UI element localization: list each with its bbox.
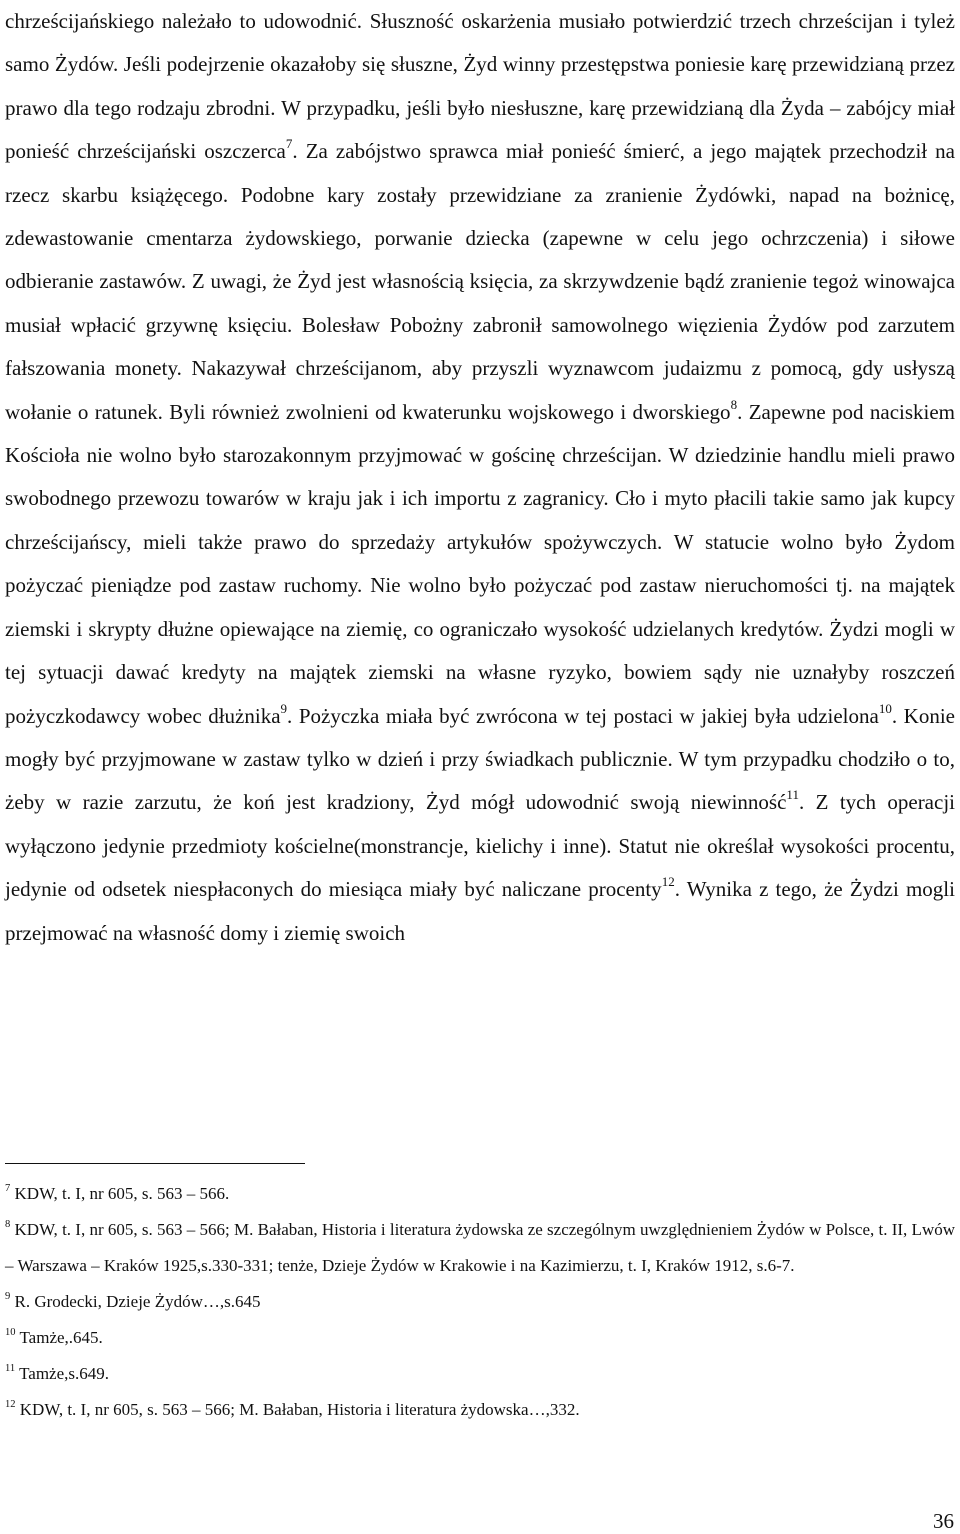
footnote-12 [5,1392,955,1428]
footnote-text: KDW, t. I, nr 605, s. 563 – 566. [10,1184,230,1203]
body-text-segment: . Za zabójstwo sprawca miał ponieść śmierć, a jego majątek przechodził na rzecz skarbu książęcego. Podobne kary zostały przewidziane za zranienie Żydówki, napad na bożnicę, zdewastowanie cmentarza żydowskiego, porwanie dziecka (zapewne w celu jego ochrzczenia) i siłowe odbieranie zastawów. Z uwagi, że Żyd jest własnością księcia, za skrzywdzenie bądź zranienie tegoż winowajca musiał wpłacić grzywnę księciu. Bolesław Pobożny zabronił samowolnego więzienia Żydów pod zarzutem fałszowania monety. Nakazywał chrześcijanom, aby przyszli wyznawcom judaizmu z pomocą, gdy usłyszą wołanie o ratunek. Byli również zwolnieni od kwaterunku wojskowego i dworskiego [5,139,956,424]
footnote-number: 8 [5,1218,11,1230]
footnote-text: KDW, t. I, nr 605, s. 563 – 566; M. Bałaban, Historia i literatura żydowska ze szczególnym uwzględnieniem Żydów w Polsce, t. II, Lwów – Warszawa – Kraków 1925,s.330-331; tenże, Dzieje Żydów w Krakowie i na Kazimierzu, t. I, Kraków 1912, s.6-7. [5,1220,955,1275]
footnote-7 [5,1176,955,1212]
footnote-9 [5,1284,955,1320]
footnote-number: 11 [5,1362,16,1374]
footnote-ref-8[interactable]: 8 [730,396,738,412]
footnote-ref-9[interactable]: 9 [280,700,288,716]
footnote-number: 7 [5,1182,11,1194]
body-text-segment: . Konie mogły być przyjmowane w zastaw tylko w dzień i przy świadkach publicznie. W tym przypadku chodziło o to, żeby w razie zarzutu, że koń jest kradziony, Żyd mógł udowodnić swoją niewinność [5,703,955,815]
body-text-segment: . Pożyczka miała być zwrócona w tej postaci w jakiej była udzielona [287,703,879,728]
body-text-segment: chrześcijańskiego należało to udowodnić. Słuszność oskarżenia musiało potwierdzić trzech chrześcijan i tyleż samo Żydów. Jeśli podejrzenie okazałoby się słuszne, Żyd winny przestępstwa poniesie karę przewidzianą przez prawo dla tego rodzaju zbrodni. W przypadku, jeśli było niesłuszne, karę przewidzianą dla Żyda – zabójcy miał ponieść chrześcijański oszczerca [5,9,955,164]
footnote-10 [5,1320,955,1356]
footnote-text: KDW, t. I, nr 605, s. 563 – 566; M. Bałaban, Historia i literatura żydowska…,332. [15,1400,580,1419]
footnote-number: 10 [5,1326,16,1338]
body-paragraph [5,0,955,955]
body-text-segment: . Z tych operacji wyłączono jedynie przedmioty kościelne(monstrancje, kielichy i inne). Statut nie określał wysokości procentu, jedynie od odsetek niespłaconych do miesiąca miały być naliczane procenty [5,790,955,902]
footnote-text: Tamże,s.649. [15,1364,110,1383]
body-text-segment: . Zapewne pod naciskiem Kościoła nie wolno było starozakonnym przyjmować w gościnę chrześcijan. W dziedzinie handlu mieli prawo swobodnego przewozu towarów w kraju jak i ich importu z zagranicy. Cło i myto płacili takie samo jak kupcy chrześcijańscy, mieli także prawo do sprzedaży artykułów spożywczych. W statucie wolno było Żydom pożyczać pieniądze pod zastaw ruchomy. Nie wolno było pożyczać pod zastaw nieruchomości tj. na majątek ziemski i skrypty dłużne opiewające na ziemię, co ograniczało wysokość udzielanych kredytów. Żydzi mogli w tej sytuacji dawać kredyty na majątek ziemski na własne ryzyko, bowiem sądy nie uznałyby roszczeń pożyczkodawcy wobec dłużnika [5,399,956,728]
footnotes-section [5,1176,955,1428]
footnote-separator [5,1163,305,1164]
footnote-11 [5,1356,955,1392]
footnote-ref-7[interactable]: 7 [285,136,293,152]
footnote-ref-11[interactable]: 11 [786,787,799,803]
footnote-text: Tamże,.645. [15,1328,103,1347]
footnote-8 [5,1212,955,1284]
page-number: 36 [933,1509,954,1533]
footnote-number: 9 [5,1290,11,1302]
footnote-ref-12[interactable]: 12 [661,874,675,890]
footnote-text: R. Grodecki, Dzieje Żydów…,s.645 [10,1292,261,1311]
footnote-number: 12 [5,1398,16,1410]
body-text-segment: . Wynika z tego, że Żydzi mogli przejmować na własność domy i ziemię swoich [5,877,955,945]
footnote-ref-10[interactable]: 10 [878,700,892,716]
